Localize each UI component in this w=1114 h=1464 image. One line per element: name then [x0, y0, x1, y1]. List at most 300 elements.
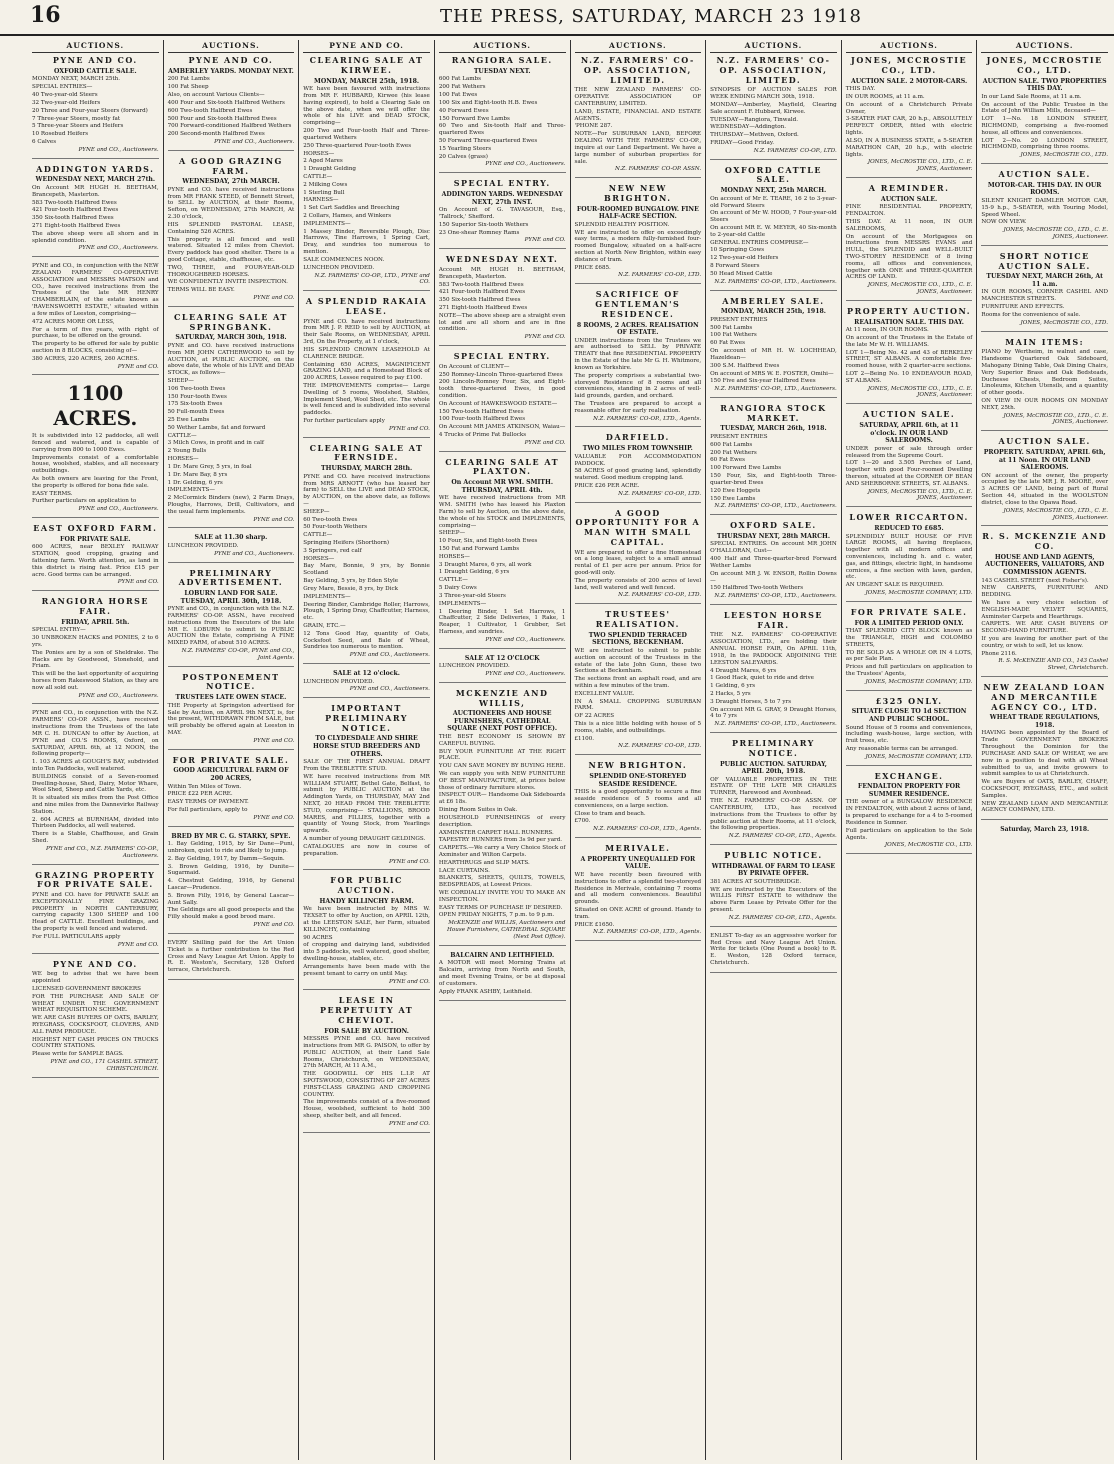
- ad-body-line: THAT SPLENDID CITY BLOCK known as the TRIANGLE, HIGH and COLOMBO STREETS,: [845, 628, 973, 648]
- ad-body-line: WE are instructed to offer on exceedingly easy terms, a modern fully-furnished four-roomed Bungalow, situated on a half-acre section at North New Brighton, within easy distance of tram.: [574, 229, 702, 263]
- ad-body-line: LUNCHEON PROVIDED.: [303, 264, 375, 271]
- ad-body-line: On account of the Public Trustee in the Estate of John William Mills, deceased—: [981, 101, 1108, 115]
- ad-body-line: On account of MR H. W. LOCHHEAD, Hazeldean—: [710, 348, 837, 361]
- ad-body-line: 600 Two-tooth Halfbred Ewes: [167, 107, 253, 114]
- ad-heading: MAIN ITEMS:: [1005, 336, 1085, 347]
- ad-subheading: FOR PRIVATE SALE.: [60, 535, 131, 543]
- ad-body-line: 2 Milking Cows: [303, 181, 348, 188]
- ad-body-line: Dining Room Suites in Oak.: [438, 807, 518, 814]
- ad-signature: N.Z. FARMERS' CO-OP., LTD., PYNE and CO.: [314, 272, 430, 286]
- ad-signature: PYNE and CO., Auctioneers.: [214, 138, 295, 145]
- ad-signature: PYNE and CO.: [524, 334, 566, 341]
- ad-body-line: CATALOGUES are now in course of preparation.: [303, 843, 430, 857]
- ad-body-line: This will be the last opportunity of acquiring horses from Rakeswood Station, as they are now all sold out.: [32, 671, 159, 691]
- ad-body-line: Deering Binder, Cambridge Roller, Harrows, Plough, 1 Spring Dray, Chaffcutter, Harness, etc.: [303, 601, 430, 622]
- ad-body-line: IMPLEMENTS—: [303, 220, 351, 227]
- ad-heading: LEESTON HORSE FAIR.: [723, 609, 824, 630]
- ad-heading: POSTPONEMENT NOTICE.: [182, 671, 280, 692]
- ad-body-line: THE N.Z. FARMERS' CO-OP. ASSN. OF CANTERBURY, LTD., has received instructions from the Trustees to offer by public auction at their Rooms, at 11 o'clock, the following properties.: [710, 798, 837, 832]
- ad-body-line: HAVING been appointed by the Board of Trade GOVERNMENT BROKERS Throughout the Dominion for the PURCHASE AND SALE OF WHEAT, we are now in a position to deal with all Wheat submitted to us, and invite growers to submit samples to us at Christchurch.: [981, 730, 1108, 778]
- ad-signature: JONES, McCROSTIE CO., LTD.: [1020, 152, 1108, 159]
- ad-body-line: 2. Bay Gelding, 1917, by Damm—Sequin.: [167, 855, 285, 862]
- ad-body-line: HORSES—: [167, 456, 199, 463]
- advertisement: [168, 756, 295, 827]
- ad-body-line: 50 Wether Lambs, fat and forward: [167, 424, 266, 431]
- ad-body-line: Phone 2116.: [981, 650, 1017, 657]
- ad-body-line: 200 Fat Lambs: [167, 76, 210, 83]
- ad-body-line: 300 S.M. Halfbred Ewes: [710, 362, 780, 369]
- ad-body-line: OF 22 ACRES: [574, 713, 615, 720]
- advertisement: [168, 313, 295, 529]
- advertisement: [575, 184, 702, 284]
- ad-body-line: 200 Lincoln-Romney Four, Six, and Eight-tooth three-quartered Ewes, in good condition.: [438, 379, 566, 400]
- ad-subheading: SPLENDID ONE-STOREYED SEASIDE RESIDENCE.: [589, 773, 687, 788]
- ad-body-line: 100 Six and Eight-tooth H.B. Ewes: [438, 99, 538, 106]
- advertisement: [710, 297, 837, 398]
- ad-subheading: SALE AT 12 O'CLOCK: [464, 654, 540, 662]
- ad-body-line: 4. Chestnut Gelding, 1916, by General Lascar—Prudence.: [167, 878, 295, 892]
- ad-body-line: 100 Forward Ewe Lambs: [710, 465, 782, 472]
- ad-body-line: TWO, THREE, and FOUR-YEAR-OLD THOROUGHBRED HORSES.: [167, 264, 295, 278]
- ad-subheading: WITHDRAWAL OF FARM TO LEASE BY PRIVATE OFFER.: [711, 862, 836, 878]
- advertisement: [710, 851, 837, 927]
- ad-body-line: Rooms for the convenience of sale.: [981, 311, 1081, 318]
- ad-body-line: 421 Four-tooth Halfbred Ewes: [32, 207, 119, 214]
- advertisement: [846, 184, 973, 301]
- ad-signature: PYNE and CO.: [524, 439, 566, 446]
- advertisement: [439, 56, 566, 173]
- ad-body-line: 2 Collars, Hames, and Winkers: [303, 213, 392, 220]
- column-7: [841, 40, 977, 1460]
- ad-heading: JONES, MCCROSTIE CO., LTD.: [851, 55, 968, 75]
- ad-body-line: LUNCHEON PROVIDED.: [438, 663, 510, 670]
- ad-body-line: LOT 2—No. 20 LONDON STREET, RICHMOND, comprising three rooms.: [981, 137, 1108, 151]
- ad-heading: RANGIORA STOCK MARKET.: [720, 402, 827, 423]
- ad-body-line: This property is all fenced and well watered. Situated 12 miles from Cheviot. Every paddock has good shelter. There is a good Cottage, stable, chaffhouse, etc.: [167, 236, 295, 263]
- ad-heading: CLEARING SALE AT FERNSIDE.: [309, 442, 424, 463]
- ad-body-line: BLANKETS, SHEETS, QUILTS, TOWELS, BEDSPREADS, at Lowest Prices.: [438, 875, 566, 889]
- ad-subheading: THURSDAY NEXT, 28th MARCH.: [716, 532, 830, 540]
- ad-body-line: On Account MR HUGH H. BEETHAM, Brancepeth, Masterton.: [32, 184, 159, 198]
- advertisement: [439, 255, 566, 346]
- advertisement: [303, 876, 430, 990]
- ad-subheading: THURSDAY, MARCH 28th.: [321, 465, 413, 473]
- ad-body-line: Further particulars on application to: [32, 498, 137, 505]
- ad-signature: PYNE and CO., Auctioneers.: [485, 161, 566, 168]
- ad-body-line: WE are instructed to submit to public auction on account of the Trustees in the estate of the late John Gunn, these two Sections at Beckenham.: [574, 647, 702, 675]
- ad-body-line: 1 Draught Gelding: [303, 166, 357, 173]
- ad-subheading: AUCTION SALE.: [880, 195, 938, 203]
- ad-body-line: 350 Six-tooth Halfbred Ewes: [32, 215, 114, 222]
- ad-body-line: LICENSED GOVERNMENT BROKERS: [32, 985, 141, 992]
- ad-body-line: 250 Romney-Lincoln Three-quartered Ewes: [438, 371, 563, 378]
- ad-body-line: 3 Draught Horses, 5 to 7 yrs: [710, 698, 792, 705]
- ad-signature: PYNE and CO.: [253, 737, 295, 744]
- ad-signature: PYNE and CO.: [117, 941, 159, 948]
- ad-body-line: 150 Superior Six-tooth Wethers: [438, 221, 529, 228]
- ad-body-line: EASY TERMS OF PAYMENT.: [167, 799, 249, 806]
- ad-body-line: The Trustees are prepared to accept a reasonable offer for early realisation.: [574, 400, 702, 414]
- ad-body-line: 3 Milch Cows, in profit and in calf: [167, 440, 264, 447]
- advertisement: [846, 608, 973, 691]
- ad-body-line: It is situated six miles from the Post Office and nine miles from the Dannevirke Railway Station.: [32, 795, 159, 815]
- ad-body-line: THE BEST ECONOMY IS SHOWN BY CAREFUL BUYING.: [438, 733, 566, 747]
- ad-subheading: LOBURN LAND FOR SALE. TUESDAY, APRIL 30th, 1918.: [180, 590, 282, 605]
- ad-body-line: THE NEW ZEALAND FARMERS' CO-OPERATIVE ASSOCIATION OF CANTERBURY, LIMITED.: [574, 87, 702, 108]
- ad-subheading: FOR SALE BY AUCTION.: [324, 1027, 409, 1035]
- ad-heading: JONES, MCCROSTIE CO., LTD.: [986, 55, 1103, 75]
- ad-body-line: SPLENDIDLY BUILT HOUSE OF FIVE LARGE ROOMS, all having fireplaces, together with all modern offices and conveniences, including h. and c. water, gas, and fittings, electric light, in handsome cornices, a fine section with lawn, garden, etc.: [845, 533, 973, 581]
- ad-body-line: IMPLEMENTS—: [303, 593, 351, 600]
- ad-body-line: 1 Deering Binder, 1 Set Harrows, 1 Chaffcutter, 2 Side Deliveries, 1 Rake, 1 Reaper, 1 Cultivator, 1 Grubber, Set Harness, and sundries.: [438, 608, 566, 635]
- ad-body-line: The improvements consist of a five-roomed House, woolshed, sufficient to hold 300 sheep, shelter belt, and all fenced.: [303, 1099, 430, 1120]
- ad-body-line: Apply FRANK ASHBY, Leithfield.: [438, 988, 532, 995]
- ad-body-line: ALSO, IN A BUSINESS STATE, a 5-SEATER MARATHON CAR, 20 h.p., with electric lights.: [845, 137, 973, 158]
- ad-body-line: Containing 650 ACRES, MAGNIFICENT GRAZING LAND, and a Homestead Block of 200 ACRES, Lessee required to pay £100.: [303, 361, 430, 382]
- ad-body-line: 3-SEATER FIAT CAR, 20 h.p., ABSOLUTELY PERFECT ORDER, fitted with electric lights.: [845, 116, 973, 137]
- ad-body-line: INSPECT OUR— Handsome Oak Sideboards at £6 18s.: [438, 792, 566, 806]
- advertisement: [32, 381, 159, 518]
- ad-heading: £325 ONLY.: [875, 695, 943, 706]
- ad-heading: LOWER RICCARTON.: [849, 512, 969, 523]
- ad-signature: N.Z. FARMERS' CO-OP. ASSN.: [614, 166, 702, 173]
- ad-heading: PRELIMINARY ADVERTISEMENT.: [178, 567, 284, 588]
- ad-signature: JONES, McCROSTIE COMPANY, LTD.: [865, 590, 973, 597]
- ad-body-line: 3 Springers, red calf: [303, 547, 362, 554]
- ad-subheading: AUCTION SALE. TWO PROPERTIES THIS DAY.: [982, 77, 1107, 93]
- ad-body-line: 2 Aged Mares: [303, 158, 343, 165]
- ad-body-line: The Ponies are by a son of Sheldrake. The Hacks are by Goodwood, Stonehold, and Friam.: [32, 649, 159, 670]
- ad-body-line: WE have recently been favoured with instructions to offer a splendid two-storeyed Residence in Merivale, containing 7 rooms and all modern conveniences. Beautiful grounds.: [574, 871, 702, 906]
- columns-container: [28, 40, 1112, 1460]
- advertisement: [32, 56, 159, 158]
- ad-signature: N.Z. FARMERS' CO-OP., LTD.: [618, 490, 702, 497]
- ad-signature: N.Z. FARMERS' CO-OP., LTD., Auctioneers.: [714, 278, 837, 285]
- ad-signature: PYNE and CO., Auctioneers.: [78, 692, 159, 699]
- ad-body-line: 600 Fat Lambs: [438, 76, 481, 83]
- ad-body-line: 3 Draught Mares, 6 yrs, all work: [438, 561, 532, 568]
- ad-signature: N.Z. FARMERS' CO-OP., LTD.: [618, 272, 702, 279]
- ad-body-line: Within Ten Miles of Town.: [167, 783, 242, 790]
- column-heading: AUCTIONS.: [439, 40, 566, 53]
- ad-heading: PROPERTY AUCTION.: [847, 305, 972, 316]
- ad-subheading: GOOD AGRICULTURAL FARM OF 200 ACRES,: [173, 767, 289, 782]
- ad-signature: PYNE and CO., 171 CASHEL STREET, CHRISTCHURCH.: [50, 1059, 159, 1072]
- ad-body-line: We are Buyers of OATS, BARLEY, CHAFF, COCKSFOOT, RYEGRASS, ETC., and solicit Samples.: [981, 779, 1108, 799]
- ad-body-line: PYNE and CO. have received instructions from MR J. P. REID to sell by AUCTION, at their Sale Rooms, on WEDNESDAY, APRIL 3rd, On the Property, at 1 o'clock,: [303, 318, 430, 346]
- ad-body-line: On account of Mr E. TEARE, 16 2 to 3-year-old Forward Steers: [710, 195, 837, 209]
- ad-body-line: WE have received instructions from MR WILLIAM STUART, Bethel Gate, Belfast, to submit by PUBLIC AUCTION at the Addington Yards, on THURSDAY, MAY 2nd NEXT, 20 HEAD FROM THE TREBLETTE STUD, comprising— STALLIONS, BROOD MARES, and FILLIES, together with a quantity of Young Stock, from Yearlings upwards.: [303, 773, 430, 835]
- ad-body-line: Full particulars on application to the Sole Agents.: [845, 827, 973, 841]
- advertisement: [439, 179, 566, 249]
- ad-body-line: Improvements consist of a comfortable house, woolshed, stables, and all necessary outbuildings.: [32, 454, 159, 475]
- ad-body-line: WE CONFIDENTLY INVITE INSPECTION.: [167, 279, 288, 286]
- advertisement: [575, 761, 702, 838]
- ad-subheading: 1100 ACRES.: [53, 381, 138, 430]
- ad-signature: PYNE and CO.: [253, 922, 295, 929]
- ad-heading: NEW BRIGHTON.: [588, 760, 688, 771]
- ad-body-line: CATTLE—: [167, 432, 197, 439]
- ad-signature: N.Z. FARMERS' CO-OP., LTD., Auctioneers.: [714, 386, 837, 393]
- advertisement: [439, 655, 566, 683]
- ad-subheading: ADDINGTON YARDS. WEDNESDAY NEXT, 27th INST.: [441, 190, 563, 206]
- ad-body-line: TO BE SOLD AS A WHOLE OR IN 4 LOTS, as per Sale Plan.: [845, 649, 973, 663]
- ad-body-line: 10 Springing Cows: [710, 247, 765, 254]
- ad-signature: R. S. McKENZIE AND CO., 143 Cashel Street, Christchurch.: [998, 658, 1108, 672]
- advertisement: [575, 509, 702, 605]
- ad-body-line: This is a nice little holding with house of 5 rooms, stable, and outbuildings.: [574, 721, 702, 734]
- ad-subheading: SALE at 11.30 sharp.: [194, 534, 268, 542]
- ad-heading: PYNE AND CO.: [52, 55, 138, 66]
- advertisement: [846, 513, 973, 602]
- ad-body-line: HORSES—: [303, 150, 335, 157]
- ad-signature: N.Z. FARMERS' CO-OP., LTD.: [618, 743, 702, 750]
- ad-body-line: of cropping and dairying land, subdivided into 5 paddocks, well watered, good shelter, dwelling-house, stables, etc.: [303, 942, 430, 963]
- advertisement: [710, 611, 837, 733]
- ad-body-line: IN OUR ROOMS, CORNER CASHEL AND MANCHESTER STREETS.: [981, 289, 1108, 303]
- ad-body-line: 200 Two and Four-tooth Half and Three-quartered Wethers: [303, 128, 430, 141]
- ad-body-line: CATTLE—: [303, 173, 333, 180]
- ad-body-line: 4 Draught Mares, 6 yrs: [710, 667, 777, 674]
- ad-subheading: WEDNESDAY NEXT, MARCH 27th.: [35, 176, 156, 184]
- ad-signature: PYNE and CO.: [389, 858, 430, 865]
- column-2: [163, 40, 299, 1460]
- ad-body-line: SYNOPSIS OF AUCTION SALES FOR WEEK ENDING MARCH 30th, 1918.: [710, 87, 837, 101]
- ad-subheading: SITUATE CLOSE TO 1d SECTION AND PUBLIC SCHOOL.: [851, 708, 967, 723]
- ad-subheading: PUBLIC AUCTION. SATURDAY, APRIL 20th, 1918.: [719, 760, 827, 776]
- ad-body-line: MONDAY NEXT, MARCH 25th.: [32, 76, 121, 83]
- advertisement: [32, 597, 159, 704]
- ad-heading: OXFORD SALE.: [730, 520, 817, 531]
- ad-body-line: UNDER power of sale through order released from the Supreme Court.: [845, 445, 973, 459]
- ad-body-line: 1 Dr. Mare Grey, 5 yrs, in foal: [167, 463, 252, 470]
- ad-body-line: 381 ACRES AT SOUTHBRIDGE.: [710, 878, 802, 885]
- ad-subheading: On Account MR WM. SMITH. THURSDAY, APRIL 4th.: [451, 479, 553, 494]
- ad-heading: SPECIAL ENTRY.: [453, 351, 551, 362]
- ad-body-line: WEDNESDAY—Addington.: [710, 124, 787, 131]
- ad-body-line: ON account of the owner, the property occupied by the late MR J. R. MOORE, over 3 ACRES OF LAND, being part of Rural Section 44, situated in the WOOLSTON district, close to the Opawa Road.: [981, 472, 1108, 506]
- ad-body-line: 2. 604 ACRES at BURNHAM, divided into Thirteen Paddocks, all well watered.: [32, 816, 159, 830]
- ad-body-line: 600 ACRES, near BEXLEY RAILWAY STATION, good cropping, grazing and fattening farm. Worth attention, as land in this district is rising fast. Price £15 per acre. Good terms can be arranged.: [32, 544, 159, 578]
- ad-heading: SHORT NOTICE AUCTION SALE.: [998, 250, 1091, 271]
- advertisement: [846, 307, 973, 404]
- ad-body-line: CARPETS. WE ARE CASH BUYERS OF SECOND-HAND FURNITURE.: [981, 621, 1108, 635]
- ad-signature: PYNE and CO., Auctioneers.: [485, 670, 566, 677]
- ad-body-line: We have a very choice selection of ENGLISH-MADE VELVET SQUARES, Axminster Carpets and Hearthrugs.: [981, 599, 1108, 620]
- ad-body-line: Bay Mare, Bonnie, 9 yrs, by Bonnie Scotland: [303, 563, 430, 577]
- ad-body-line: PYNE and CO., in conjunction with the N.Z. FARMERS' CO-OP. ASSN., have received instructions from the Executors of the late MR E. LOBURN to submit to PUBLIC AUCTION the Estate, comprising A FINE MIXED FARM, of about 510 ACRES.: [167, 606, 295, 647]
- ad-body-line: Situated on ONE ACRE of ground. Handy to tram.: [574, 906, 702, 920]
- ad-body-line: 10 Four, Six, and Eight-tooth Ewes: [438, 538, 538, 545]
- ad-subheading: OXFORD CATTLE SALE.: [54, 67, 137, 75]
- advertisement: [710, 404, 837, 515]
- ad-body-line: LOT 2—Being No. 10 ENDEAVOUR ROAD, ST ALBANS.: [845, 371, 973, 384]
- ad-body-line: 90 ACRES: [303, 934, 333, 941]
- ad-body-line: 5 Three-year Steers and Heifers: [32, 123, 124, 130]
- ad-body-line: CATTLE—: [303, 532, 333, 539]
- ad-body-line: LAND, ESTATE, FINANCIAL AND ESTATE AGENTS.: [574, 108, 702, 122]
- ad-heading: AUCTION SALE.: [862, 409, 956, 420]
- ad-subheading: FOUR-ROOMED BUNGALOW. FINE HALF-ACRE SECTION.: [576, 205, 699, 221]
- advertisement: [575, 844, 702, 941]
- ad-subheading: REDUCED TO £685.: [874, 524, 944, 532]
- ad-body-line: THE owner of a BUNGALOW RESIDENCE IN FENDALTON, with about 2 acres of land, is prepared to exchange for a 4 to 5-roomed Residence in Sumner.: [845, 799, 973, 826]
- ad-body-line: PIANO by Wertheim, in walnut and case, Handsome Quartered Oak Sideboard, Mahogany Dining Table, Oak Dining Chairs, Very Superior Brass and Oak Bedsteads, Duchesse Chests, Bedroom Suites, Linoleums, Kitchen Utensils, and a quantity of other goods.: [981, 349, 1108, 397]
- ad-heading: RANGIORA SALE.: [451, 55, 553, 66]
- ad-subheading: MOTOR-CAR. THIS DAY. IN OUR ROOMS.: [987, 181, 1102, 197]
- ad-body-line: THE N.Z. FARMERS' CO-OPERATIVE ASSOCIATION, LTD., are holding their ANNUAL HORSE FAIR, On APRIL 11th, 1918, In the PADDOCK ADJOINING THE LEESTON SALEYARDS.: [710, 632, 837, 666]
- advertisement: [439, 952, 566, 1002]
- ad-subheading: SATURDAY, APRIL 6th, at 11 o'clock. IN OUR LAND SALEROOMS.: [859, 422, 959, 445]
- ad-body-line: At 11 noon, IN OUR ROOMS.: [845, 327, 929, 334]
- ad-signature: JONES, McCROSTIE CO., LTD., C. E. JONES, Auctioneer.: [867, 385, 973, 399]
- ad-body-line: THE GOODWILL OF HIS L.I.P. AT SPOTSWOOD, CONSISTING OF 287 ACRES FIRST-CLASS GRAZING AND CROPPING COUNTRY.: [303, 1071, 430, 1098]
- ad-body-line: LOT 1—No. 18 LONDON STREET, RICHMOND, comprising a five-roomed house, all offices and conveniences.: [981, 116, 1108, 136]
- advertisement: [846, 772, 973, 855]
- ad-subheading: TO CLYDESDALE AND SHIRE HORSE STUD BREEDERS AND OTHERS.: [312, 735, 421, 758]
- ad-body-line: OF VALUABLE PROPERTIES IN THE ESTATE OF THE LATE MR CHARLES TURNER, Harewood and Avonhead.: [710, 776, 837, 797]
- ad-subheading: MONDAY NEXT, 25th MARCH.: [720, 187, 827, 195]
- ad-body-line: Please write for SAMPLE BAGS.: [32, 1051, 124, 1058]
- advertisement: [303, 996, 430, 1132]
- column-heading: AUCTIONS.: [32, 40, 159, 53]
- ad-signature: PYNE and CO., N.Z. FARMERS' CO-OP., Auctioneers.: [46, 845, 159, 859]
- ad-signature: PYNE and CO.: [253, 814, 295, 821]
- ad-body-line: EXCELLENT VALUE.: [574, 690, 635, 697]
- advertisement: [32, 960, 159, 1078]
- ad-body-line: A MOTOR will meet Morning Trains at Balcairn, arriving from North and South, and meet Evening Trains, or be at disposal of customers.: [438, 960, 566, 987]
- ad-heading: RANGIORA HORSE FAIR.: [41, 596, 150, 617]
- ad-body-line: AXMINSTER CARPET HALL RUNNERS.: [438, 829, 554, 836]
- advertisement: [575, 610, 702, 755]
- advertisement: [710, 739, 837, 845]
- ad-signature: JONES, McCROSTIE COMPANY, LTD.: [865, 678, 973, 685]
- ad-body-line: 50 Head Mixed Cattle: [710, 270, 773, 277]
- ad-body-line: PRICE £1650.: [574, 921, 615, 928]
- ad-body-line: Any reasonable terms can be arranged.: [845, 745, 958, 752]
- advertisement: [575, 56, 702, 178]
- ad-body-line: 40 Forward Ewes: [438, 107, 489, 114]
- ad-heading: N.Z. FARMERS' CO-OP. ASSOCIATION, LIMITED.: [716, 55, 831, 85]
- ad-body-line: SPECIAL ENTRIES. On account MR JOHN O'HALLORAN, Cust—: [710, 541, 837, 555]
- ad-body-line: 1 Draught Gelding, 6 yrs: [438, 569, 510, 576]
- column-6: [705, 40, 841, 1460]
- ad-body-line: 150 Five and Six-year Halfbred Ewes: [710, 378, 816, 385]
- ad-signature: JONES, McCROSTIE CO., LTD., C. E. JONES, Auctioneer.: [867, 282, 973, 296]
- ad-body-line: SHEEP—: [438, 530, 466, 537]
- ad-signature: PYNE and CO., Auctioneers.: [485, 636, 566, 643]
- ad-body-line: 1. Bay Gelding, 1915, by Sir Dane—Puni, unbroken, quiet to ride and likely to jump.: [167, 841, 295, 854]
- advertisement: [575, 290, 702, 427]
- ad-body-line: THIS DAY. At 11 noon, IN OUR SALEROOMS,: [845, 218, 973, 232]
- ad-heading: A REMINDER.: [868, 182, 950, 193]
- ad-body-line: HORSES—: [438, 553, 470, 560]
- ad-signature: JONES, McCROSTIE CO., LTD., C. E. JONES, Auctioneer.: [1003, 507, 1108, 521]
- page-number: 16: [30, 2, 61, 28]
- ad-signature: PYNE and CO.: [524, 237, 566, 244]
- ad-body-line: 200 Fat Wethers: [438, 84, 486, 91]
- ad-body-line: 106 Two-tooth Ewes: [167, 385, 226, 392]
- ad-heading: GRAZING PROPERTY FOR PRIVATE SALE.: [35, 869, 156, 890]
- ad-body-line: IMPLEMENTS—: [167, 487, 215, 494]
- ad-body-line: PYNE and CO. have received instructions from MR FRANK STEED, of Bennett Street, to SELL by AUCTION, at their Rooms, Sefton, on WEDNESDAY, 27th MARCH, At 2.30 o'clock,: [167, 186, 295, 221]
- ad-body-line: 120 Ewe Hoggets: [710, 487, 761, 494]
- ad-body-line: HIGHEST NET CASH PRICES ON TRUCKS COUNTRY STATIONS.: [32, 1036, 159, 1050]
- ad-heading: IMPORTANT PRELIMINARY NOTICE.: [325, 703, 408, 733]
- ad-heading: AUCTION SALE.: [998, 169, 1091, 180]
- ad-body-line: YOU CAN SAVE MONEY BY BUYING HERE.: [438, 763, 566, 770]
- ad-body-line: TUESDAY—Rangiora, Tinwald.: [710, 116, 799, 123]
- advertisement: [32, 524, 159, 591]
- column-heading: AUCTIONS.: [710, 40, 837, 53]
- ad-body-line: 'PHONE 287.: [574, 123, 613, 130]
- advertisement: [981, 437, 1108, 526]
- ad-body-line: 150 Two-tooth Halfbred Ewes: [438, 408, 524, 415]
- ad-heading: PYNE AND CO.: [52, 958, 138, 969]
- ad-subheading: FRIDAY, APRIL 5th.: [61, 618, 130, 626]
- ad-body-line: UNDER instructions from the Trustees we are authorised to SELL by PRIVATE TREATY that fine RESIDENTIAL PROPERTY in the Estate of the late Mr G. H. Whitmore, known as Yorkshire.: [574, 337, 702, 371]
- ad-body-line: WE ARE CASH BUYERS OF OATS, BARLEY, RYEGRASS, COCKSFOOT, CLOVERS, AND ALL FARM PRODUCE.: [32, 1015, 159, 1035]
- ad-signature: JONES, McCROSTIE CO., LTD., C. E. JONES, Auctioneer.: [1003, 412, 1108, 426]
- advertisement: [303, 704, 430, 870]
- ad-signature: N.Z. FARMERS' CO-OP., LTD.: [753, 147, 837, 154]
- column-heading: AUCTIONS.: [981, 40, 1108, 53]
- ad-body-line: 600 Fat Lambs: [710, 441, 753, 448]
- ad-body-line: HEARTHRUGS and SLIP MATS.: [438, 859, 530, 866]
- ad-body-line: On account of Mr W. HOOD, 7 Four-year-old Steers: [710, 210, 837, 224]
- ad-body-line: NOTE—For SUBURBAN LAND, BEFORE DEALING WITH THE FARMERS' CO-OP., inquire at our Land Department. We have a large number of suburban properties for sale.: [574, 131, 702, 165]
- advertisement: [710, 521, 837, 605]
- ad-body-line: TERMS WILL BE EASY.: [167, 287, 235, 294]
- ad-heading: DARFIELD.: [605, 432, 670, 443]
- ad-subheading: FOR A LIMITED PERIOD ONLY.: [854, 619, 964, 627]
- advertisement: [32, 263, 159, 375]
- ad-subheading: TUESDAY NEXT, MARCH 26th, At 11 a.m.: [986, 273, 1103, 288]
- ad-subheading: AMBERLEY YARDS. MONDAY NEXT.: [168, 67, 294, 75]
- ad-signature: JONES, McCROSTIE CO., LTD., C. E. JONES, Auctioneer.: [1003, 227, 1108, 241]
- ad-signature: PYNE and CO., Auctioneers.: [214, 550, 295, 557]
- ad-signature: N.Z. FARMERS' CO-OP., LTD., Agents.: [593, 826, 702, 833]
- ad-body-line: 40 Two-year-old Steers: [32, 92, 98, 99]
- ad-body-line: BUILDINGS consist of a Seven-roomed Dwelling-house, Shed, Dairy, Motor Whare, Wool Shed, Sheep and Cattle Yards, etc.: [32, 773, 159, 794]
- ad-body-line: WE are prepared to offer a fine Homestead on a long lease, subject to a small annual rental of £1 per acre per annum. Price for good-will only.: [574, 549, 702, 577]
- ad-signature: JONES, McCROSTIE CO., LTD.: [884, 842, 973, 849]
- ad-body-line: 1 Dr. Mare Bay, 8 yrs: [167, 471, 228, 478]
- ad-body-line: 1 Massey Binder, Reversible Plough, Disc Harrows, Tine Harrows, 1 Spring Cart, Dray, and sundries too numerous to mention.: [303, 228, 430, 256]
- ad-body-line: 143 CASHEL STREET (next Fisher's).: [981, 577, 1089, 584]
- ad-body-line: Grey Mare, Bessie, 8 yrs, by Dick: [303, 585, 398, 592]
- ad-heading: MERIVALE.: [605, 843, 671, 854]
- advertisement: [846, 697, 973, 766]
- ad-body-line: 6 Calves: [32, 138, 57, 145]
- ad-body-line: PRICE £22 PER ACRE.: [167, 791, 233, 798]
- ad-body-line: MESSRS PYNE and CO. have received instructions from MR G. PAISON, to offer by PUBLIC AUCTION, at their Land Sale Rooms, Christchurch, on WEDNESDAY, 27th MARCH, At 11 A.M.,: [303, 1036, 430, 1070]
- ad-signature: PYNE and CO.: [117, 579, 159, 586]
- ad-body-line: HOUSEHOLD FURNISHINGS of every description.: [438, 814, 566, 828]
- ad-body-line: 200 Fat Wethers: [710, 449, 757, 456]
- ad-subheading: HOUSE AND LAND AGENTS, AUCTIONEERS, VALUATORS, AND COMMISSION AGENTS.: [985, 553, 1105, 576]
- ad-body-line: For further particulars apply: [303, 418, 385, 425]
- ad-body-line: 1 Gelding, 6 yrs: [710, 683, 756, 690]
- ad-body-line: SALE COMMENCES NOON.: [303, 256, 385, 263]
- ad-body-line: PYNE and CO., in conjunction with the N.Z. FARMERS' CO-OP. ASSN., have received instructions from the Trustees of the late MR C. H. DUNCAN to offer by Auction, at PYNE and CO.'S ROOMS, Oxford, on SATURDAY, APRIL 6th, at 12 NOON, the following property—: [32, 710, 159, 758]
- advertisement: [575, 433, 702, 502]
- advertisement: [710, 933, 837, 973]
- ad-body-line: FURNITURE AND EFFECTS.: [981, 304, 1065, 311]
- ad-body-line: 2 McCormick Binders (new), 2 Farm Drays, Ploughs, Harrows, Drill, Cultivators, and the usual farm implements.: [167, 495, 295, 515]
- ad-body-line: HIS SPLENDID CROWN LEASEHOLD At CLARENCE BRIDGE.: [303, 346, 430, 360]
- ad-body-line: 20 Three and Four-year Steers (forward): [32, 107, 148, 114]
